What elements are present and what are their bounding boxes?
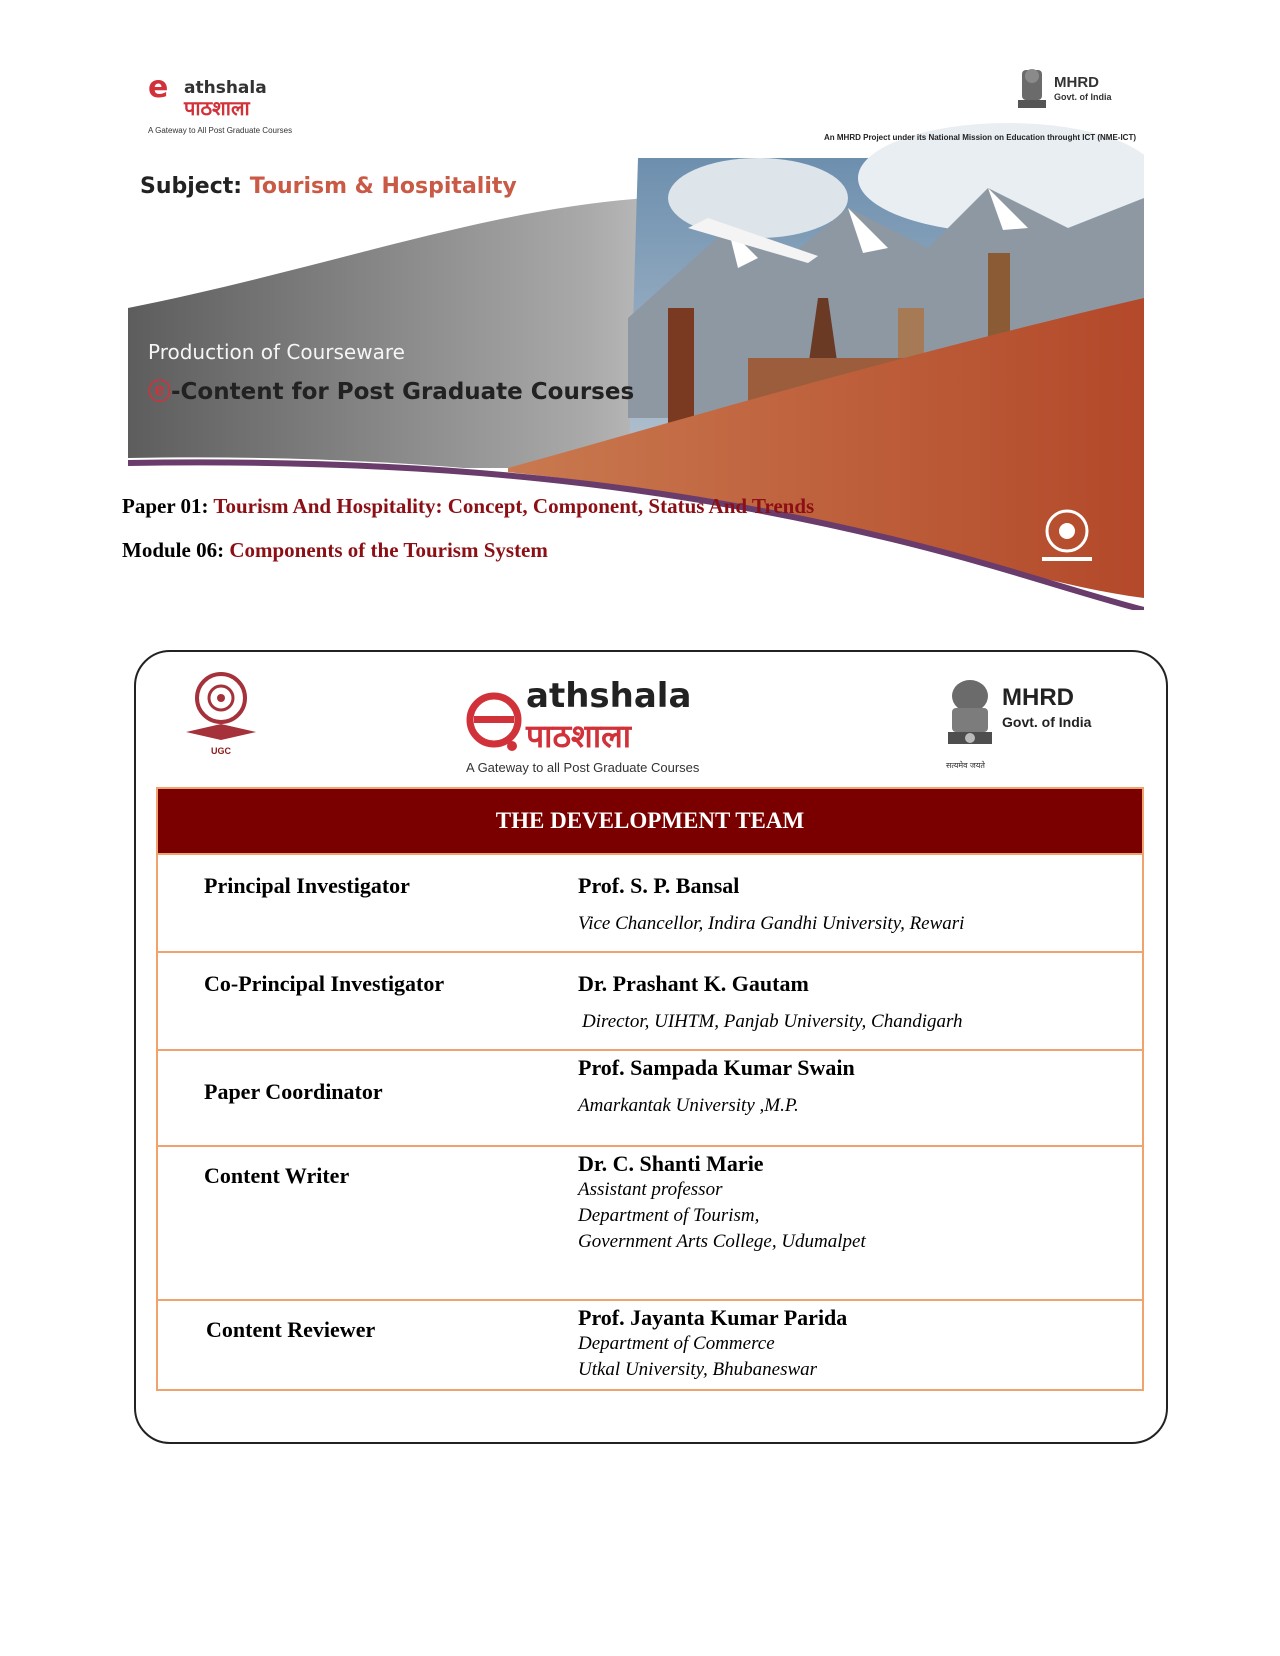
module-separator: : — [217, 538, 225, 562]
team-member-detail: Utkal University, Bhubaneswar — [578, 1359, 818, 1380]
team-row — [158, 953, 1142, 1051]
team-member-detail: Assistant professor — [578, 1179, 723, 1200]
epathshala-name: athshala — [526, 676, 692, 716]
e-logo-icon: e — [148, 70, 169, 105]
team-member-name: Prof. Jayanta Kumar Parida — [578, 1305, 848, 1330]
national-emblem-icon — [1014, 64, 1050, 120]
team-role: Co-Principal Investigator — [204, 971, 445, 996]
epathshala-logo-small — [148, 70, 348, 135]
production-text: Production of Courseware — [148, 340, 405, 364]
module-line — [122, 538, 548, 563]
logo-tagline: A Gateway to All Post Graduate Courses — [148, 126, 293, 135]
epathshala-logo — [466, 674, 766, 774]
team-row — [158, 855, 1142, 953]
module-title: Components of the Tourism System — [229, 538, 548, 562]
team-header: THE DEVELOPMENT TEAM — [158, 789, 1142, 855]
paper-line — [122, 494, 814, 519]
team-row — [158, 1301, 1142, 1389]
subject-value: Tourism & Hospitality — [249, 174, 517, 199]
mhrd-subtitle: Govt. of India — [1002, 714, 1092, 730]
team-row — [158, 1051, 1142, 1147]
epathshala-hindi: पाठशाला — [526, 717, 632, 755]
project-line: An MHRD Project under its National Mission on Education throught ICT (NME-ICT) — [824, 133, 1136, 142]
course-banner — [128, 58, 1144, 610]
team-member-detail: Department of Tourism, — [578, 1205, 760, 1226]
ugc-label: UGC — [211, 746, 231, 756]
team-member-name: Prof. S. P. Bansal — [578, 873, 740, 898]
team-member-detail: Department of Commerce — [578, 1333, 775, 1354]
ugc-logo — [156, 666, 286, 766]
e-logo-icon — [466, 680, 526, 760]
team-role: Paper Coordinator — [204, 1079, 383, 1104]
team-row — [158, 1147, 1142, 1301]
logo-name: athshala — [184, 78, 267, 98]
mhrd-logo — [936, 674, 1136, 774]
paper-title: Tourism And Hospitality: Concept, Component, Status And Trends — [213, 494, 815, 518]
econtent-heading — [148, 373, 634, 406]
team-member-detail: Government Arts College, Udumalpet — [578, 1231, 866, 1252]
e-content-icon: ⓔ — [148, 379, 171, 405]
econtent-text: -Content for Post Graduate Courses — [171, 379, 635, 405]
paper-label: Paper 01: — [122, 494, 209, 518]
subject-heading — [140, 174, 517, 199]
epathshala-tagline: A Gateway to all Post Graduate Courses — [466, 760, 700, 775]
team-member-detail: Director, UIHTM, Panjab University, Chandigarh — [582, 1011, 963, 1032]
team-role: Content Reviewer — [206, 1317, 376, 1342]
mhrd-title: MHRD — [1054, 74, 1099, 91]
development-team-card — [134, 650, 1168, 1444]
team-role: Principal Investigator — [204, 873, 410, 898]
mhrd-title: MHRD — [1002, 684, 1074, 711]
team-member-detail: Vice Chancellor, Indira Gandhi University, Rewari — [578, 913, 965, 934]
team-member-detail: Amarkantak University ,M.P. — [578, 1095, 799, 1116]
subject-label: Subject: — [140, 174, 243, 199]
national-emblem-icon — [940, 674, 1000, 758]
development-team-table — [156, 787, 1144, 1391]
mhrd-motto: सत्यमेव जयते — [946, 761, 985, 770]
ugc-seal-icon — [1022, 505, 1112, 575]
module-label: Module 06 — [122, 538, 218, 562]
team-member-name: Prof. Sampada Kumar Swain — [578, 1055, 855, 1080]
mhrd-logo-small — [1014, 64, 1134, 124]
mhrd-subtitle: Govt. of India — [1054, 92, 1112, 102]
logo-hindi: पाठशाला — [184, 96, 250, 120]
team-role: Content Writer — [204, 1163, 350, 1188]
team-member-name: Dr. C. Shanti Marie — [578, 1151, 764, 1176]
team-member-name: Dr. Prashant K. Gautam — [578, 971, 809, 996]
ugc-emblem-icon — [156, 666, 286, 746]
